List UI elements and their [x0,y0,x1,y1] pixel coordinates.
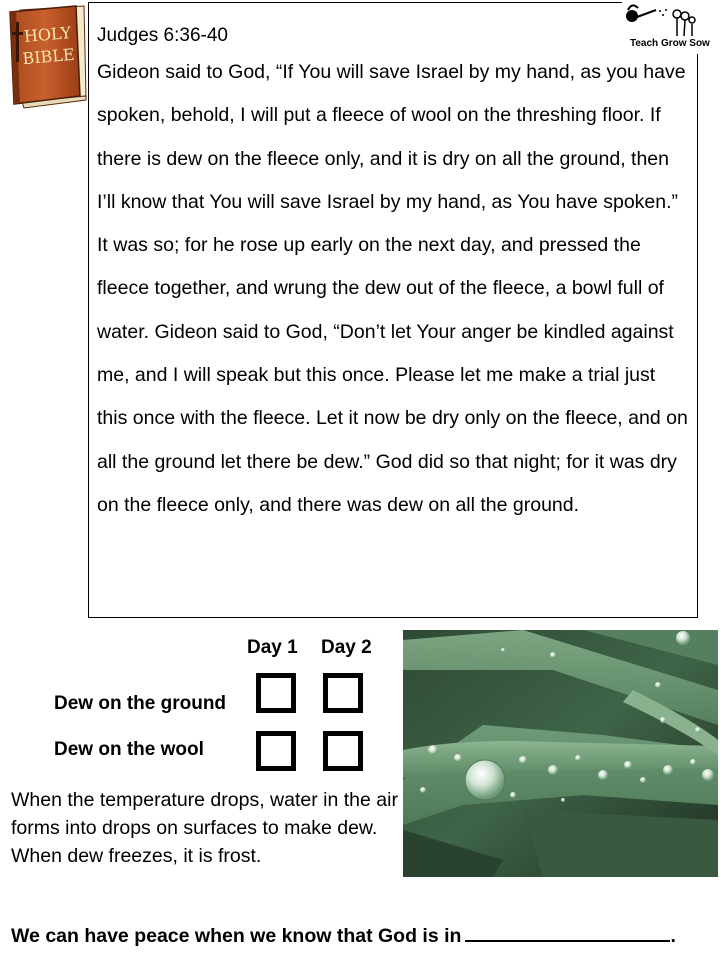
logo-text: Teach Grow Sow [630,38,710,49]
dew-explanation: When the temperature drops, water in the air forms into drops on surfaces to make dew. When dew freezes, it is frost. [11,789,398,867]
holy-bible-icon [6,2,88,110]
scripture-reference: Judges 6:36-40 [97,25,228,46]
wool-day-2-checkbox[interactable] [323,731,363,771]
day-2-header: Day 2 [321,637,372,658]
closing-text: We can have peace when we know that God is in [11,925,462,947]
teach-grow-sow-logo [622,2,718,54]
ground-day-2-checkbox[interactable] [323,673,363,713]
scripture-text: Gideon said to God, “If You will save Israel by my hand, as you have spoken, behold, I will put a fleece of wool on the threshing floor. If there is dew on the fleece only, and it is dry on all the ground, then I’ll know that You will save Israel by my hand, as You have spoken.” It was so; for he rose up early on the next day, and pressed the fleece together, and wrung the dew out of the fleece, a bowl full of water. Gideon said to God, “Don’t let Your anger be kindled against me, and I will speak but this once. Please let me make a trial just this once with the fleece. Let it now be dry only on the fleece, and on all the ground let there be dew.” God did so that night; for it was dry on the fleece only, and there was dew on all the ground. [97,61,688,516]
watering-can-icon [622,2,718,42]
ground-day-1-checkbox[interactable] [256,673,296,713]
dew-on-wool-label: Dew on the wool [54,739,204,760]
dew-on-ground-label: Dew on the ground [54,693,227,714]
svg-text:BIBLE: BIBLE [21,44,76,69]
svg-text:HOLY: HOLY [23,22,72,47]
closing-period: . [670,925,676,947]
dew-on-grass-photo [403,630,718,877]
closing-statement [11,922,676,948]
wool-day-1-checkbox[interactable] [256,731,296,771]
scripture-box [88,2,698,618]
answer-blank[interactable] [465,922,670,942]
day-1-header: Day 1 [247,637,298,658]
